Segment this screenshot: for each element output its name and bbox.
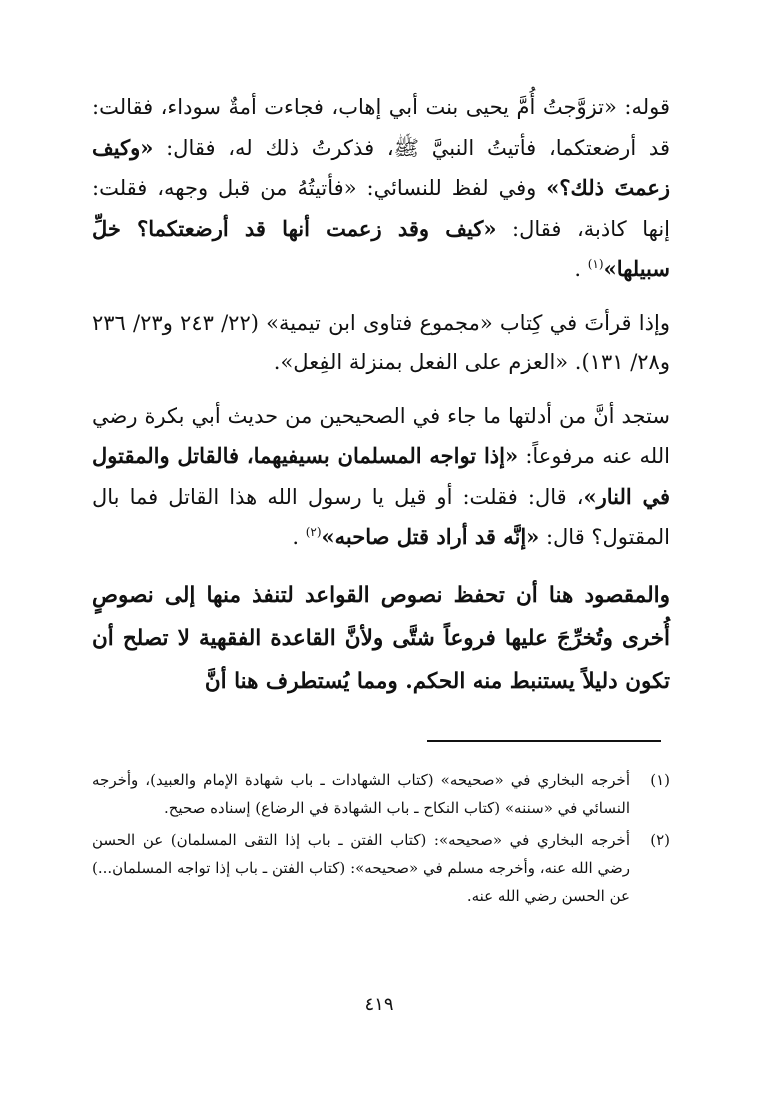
page-body: [92, 88, 670, 703]
footnote-1: [92, 766, 670, 822]
paragraph-fatawa-reference: [92, 304, 670, 383]
footnotes: [92, 766, 670, 910]
footnote-number: (١): [650, 771, 670, 789]
hadith-quote: «كيف وقد زعمت أنها قد أرضعتكما؟ خلِّ سبيلها»: [92, 215, 670, 281]
footnote-number: (٢): [650, 831, 670, 849]
footnote-text: أخرجه البخاري في «صحيحه»: (كتاب الفتن ـ باب إذا التقى المسلمان) عن الحسن رضي الله عنه، وأخرجه مسلم في «صحيحه»: (كتاب الفتن ـ باب إذا تواجه المسلمان...) عن الحسن رضي الله عنه.: [92, 831, 630, 905]
paragraph-conclusion: [92, 574, 670, 703]
footnote-ref-2: (٢): [305, 525, 322, 539]
page-number: ٤١٩: [364, 994, 394, 1015]
paragraph-text: ستجد أنَّ من أدلتها ما جاء في الصحيحين من حديث أبي بكرة رضي الله عنه مرفوعاً:: [92, 403, 670, 468]
paragraph-hadith-swords: [92, 397, 670, 558]
footnote-text: أخرجه البخاري في «صحيحه» (كتاب الشهادات ـ باب شهادة الإمام والعبيد)، وأخرجه النسائي في «سننه» (كتاب النكاح ـ باب الشهادة في الرضاع) إسناده صحيح.: [92, 771, 630, 817]
hadith-quote: «إذا تواجه المسلمان بسيفيهما، فالقاتل والمقتول في النار»: [92, 443, 670, 509]
paragraph-text: قوله: «تزوَّجتُ أُمَّ يحيى بنت أبي إهاب، فجاءت أمةٌ سوداء، فقالت: قد أرضعتكما، فأتيتُ النبيَّ ﷺ، فذكرتُ ذلك له، فقال:: [92, 95, 670, 160]
paragraph-hadith-nursing: [92, 88, 670, 290]
hadith-quote: «إنَّه قد أراد قتل صاحبه»: [321, 524, 540, 549]
paragraph-end: .: [574, 257, 588, 281]
footnote-ref-1: (١): [587, 257, 604, 271]
paragraph-text: وفي لفظ للنسائي: «فأتيتُهُ من قبل وجهه، فقلت: إنها كاذبة، فقال:: [92, 176, 670, 241]
paragraph-text: ، قال: فقلت: أو قيل يا رسول الله هذا القاتل فما بال المقتول؟ قال:: [92, 484, 670, 549]
paragraph-text: وإذا قرأتَ في كِتاب «مجموع فتاوى ابن تيمية» (٢٢/ ٢٤٣ و٢٣/ ٢٣٦ و٢٨/ ١٣١). «العزم على الفعل بمنزلة الفِعل».: [92, 310, 670, 374]
paragraph-end: .: [292, 525, 306, 549]
footnote-2: [92, 826, 670, 910]
paragraph-text: والمقصود هنا أن تحفظ نصوص القواعد لتنفذ منها إلى نصوصٍ أُخرى وتُخرِّجَ عليها فروعاً شتَّى ولأنَّ القاعدة الفقهية لا تصلح أن تكون دليلاً يستنبط منه الحكم. ومما يُستطرف هنا أنَّ: [92, 582, 670, 694]
footnote-divider: [427, 740, 661, 742]
hadith-quote: «وكيف زعمتَ ذلك؟»: [92, 134, 670, 200]
